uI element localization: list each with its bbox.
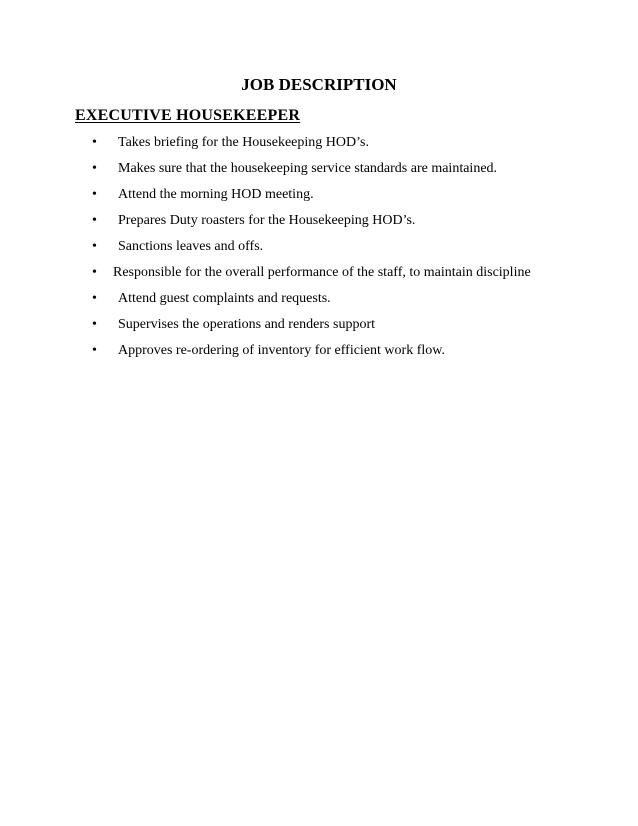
bullet-icon: •	[92, 317, 97, 332]
duty-text: Makes sure that the housekeeping service standards are maintained.	[118, 161, 498, 176]
duty-text: Takes briefing for the Housekeeping HOD’s.	[118, 135, 369, 150]
list-item	[0, 315, 638, 341]
duty-text: Responsible for the overall performance of the staff, to maintain discipline	[113, 265, 531, 280]
bullet-icon: •	[92, 161, 97, 176]
list-item	[0, 289, 638, 315]
duty-list	[0, 133, 638, 367]
duty-text: Prepares Duty roasters for the Housekeeping HOD’s.	[118, 213, 416, 228]
list-item	[0, 211, 638, 237]
list-item	[0, 341, 638, 367]
section-heading: EXECUTIVE HOUSEKEEPER	[75, 107, 301, 124]
bullet-icon: •	[92, 265, 97, 280]
bullet-icon: •	[92, 239, 97, 254]
bullet-icon: •	[92, 291, 97, 306]
bullet-icon: •	[92, 135, 97, 150]
document-title: JOB DESCRIPTION	[241, 75, 397, 94]
duty-text: Attend guest complaints and requests.	[118, 291, 331, 306]
list-item	[0, 237, 638, 263]
duty-text: Approves re-ordering of inventory for efficient work flow.	[118, 343, 445, 358]
list-item	[0, 133, 638, 159]
bullet-icon: •	[92, 213, 97, 228]
list-item	[0, 263, 638, 289]
list-item	[0, 185, 638, 211]
bullet-icon: •	[92, 343, 97, 358]
bullet-icon: •	[92, 187, 97, 202]
duty-text: Sanctions leaves and offs.	[118, 239, 264, 254]
duty-text: Attend the morning HOD meeting.	[118, 187, 314, 202]
list-item	[0, 159, 638, 185]
duty-text: Supervises the operations and renders support	[118, 317, 375, 332]
